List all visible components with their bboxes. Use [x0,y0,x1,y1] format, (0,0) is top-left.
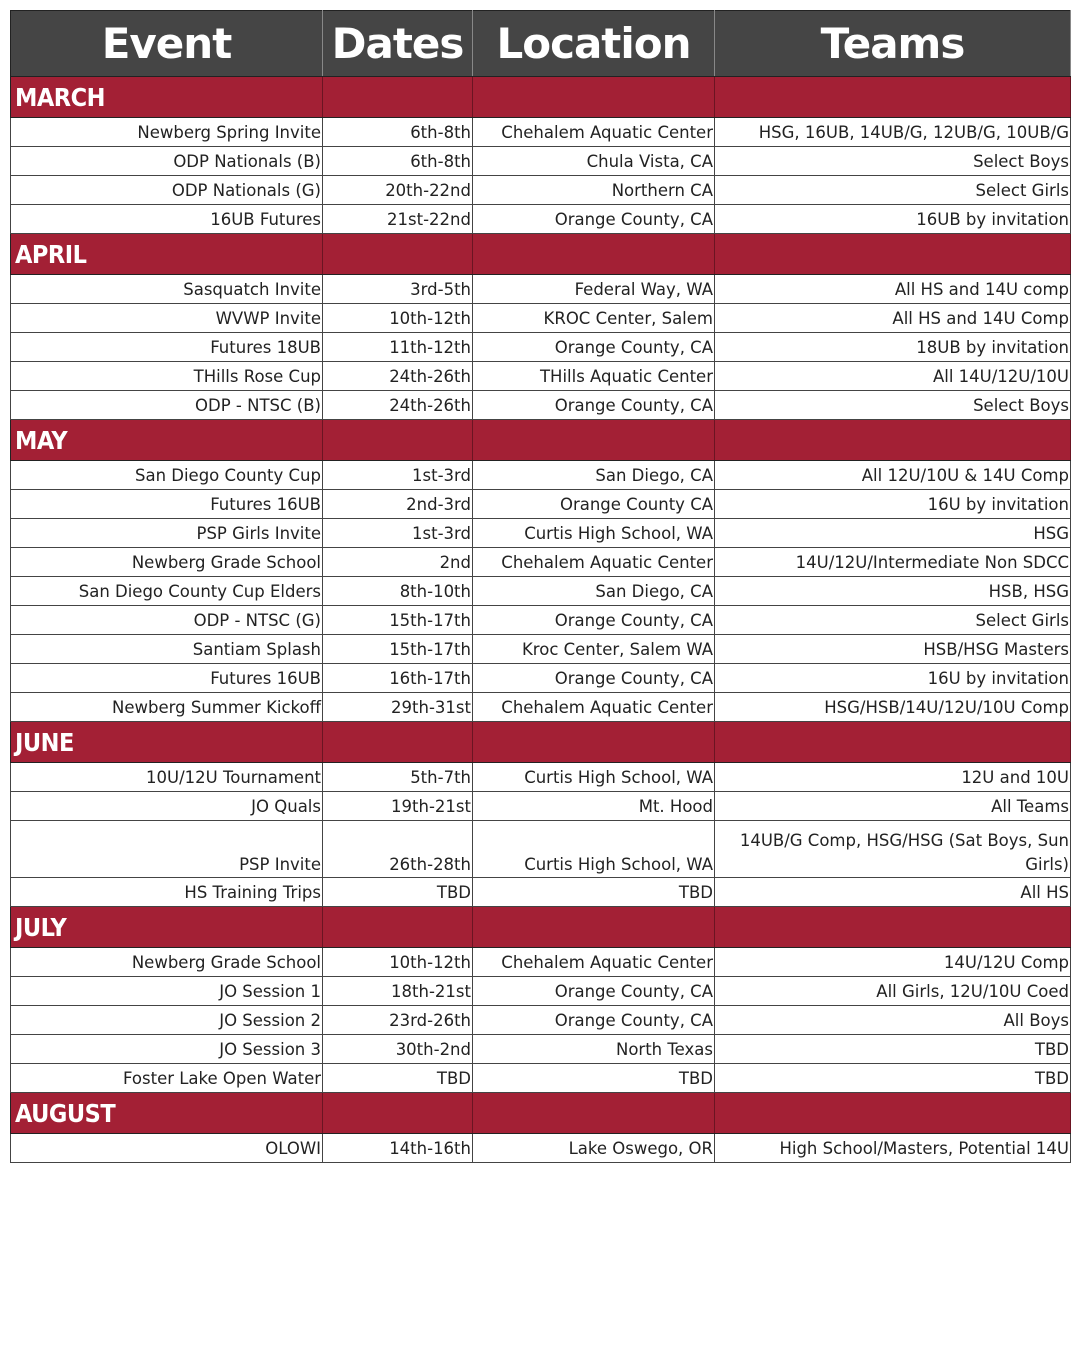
table-row [11,275,1071,304]
teams-cell: HSG [715,519,1071,548]
month-header-cell [473,907,715,948]
table-row [11,763,1071,792]
month-header-cell [323,234,473,275]
month-header-row [11,234,1071,275]
dates-cell: 24th-26th [323,391,473,420]
teams-cell: 16U by invitation [715,490,1071,519]
dates-cell: 2nd-3rd [323,490,473,519]
month-header-cell [473,1093,715,1134]
event-cell: Futures 18UB [11,333,323,362]
teams-cell: HSB, HSG [715,577,1071,606]
event-cell: JO Session 2 [11,1006,323,1035]
teams-cell: All HS [715,878,1071,907]
dates-cell: 26th-28th [323,821,473,878]
dates-cell: 8th-10th [323,577,473,606]
month-label: AUGUST [11,1093,323,1134]
teams-cell: 18UB by invitation [715,333,1071,362]
table-row [11,1064,1071,1093]
dates-cell: TBD [323,1064,473,1093]
month-header-row [11,77,1071,118]
header-location: Location [473,11,715,77]
dates-cell: 3rd-5th [323,275,473,304]
dates-cell: 16th-17th [323,664,473,693]
dates-cell: 1st-3rd [323,519,473,548]
teams-cell: 16UB by invitation [715,205,1071,234]
teams-cell: 12U and 10U [715,763,1071,792]
dates-cell: 11th-12th [323,333,473,362]
table-row [11,606,1071,635]
table-row [11,635,1071,664]
event-cell: 16UB Futures [11,205,323,234]
location-cell: Orange County, CA [473,606,715,635]
table-row [11,948,1071,977]
teams-cell: HSG/HSB/14U/12U/10U Comp [715,693,1071,722]
table-row [11,461,1071,490]
teams-cell: High School/Masters, Potential 14U [715,1134,1071,1163]
header-teams: Teams [715,11,1071,77]
event-cell: Newberg Summer Kickoff [11,693,323,722]
month-header-cell [473,722,715,763]
month-header-row [11,1093,1071,1134]
event-cell: Newberg Grade School [11,548,323,577]
teams-cell: Select Girls [715,606,1071,635]
teams-cell: All 12U/10U & 14U Comp [715,461,1071,490]
table-row [11,548,1071,577]
dates-cell: 15th-17th [323,635,473,664]
month-header-cell [323,420,473,461]
month-header-cell [715,907,1071,948]
teams-cell: Select Girls [715,176,1071,205]
month-header-cell [323,77,473,118]
teams-cell: All Teams [715,792,1071,821]
location-cell: KROC Center, Salem [473,304,715,333]
dates-cell: 21st-22nd [323,205,473,234]
dates-cell: 30th-2nd [323,1035,473,1064]
dates-cell: 29th-31st [323,693,473,722]
location-cell: Kroc Center, Salem WA [473,635,715,664]
table-row [11,821,1071,878]
table-row [11,333,1071,362]
month-header-cell [473,420,715,461]
location-cell: TBD [473,1064,715,1093]
location-cell: Orange County CA [473,490,715,519]
table-row [11,391,1071,420]
month-header-cell [473,234,715,275]
dates-cell: 18th-21st [323,977,473,1006]
event-cell: ODP Nationals (B) [11,147,323,176]
table-row [11,1134,1071,1163]
month-header-cell [323,907,473,948]
dates-cell: 20th-22nd [323,176,473,205]
location-cell: Curtis High School, WA [473,821,715,878]
schedule-table [10,10,1071,1163]
dates-cell: 10th-12th [323,948,473,977]
event-cell: Newberg Grade School [11,948,323,977]
month-label: MAY [11,420,323,461]
event-cell: Newberg Spring Invite [11,118,323,147]
header-row [11,11,1071,77]
event-cell: Santiam Splash [11,635,323,664]
teams-cell: TBD [715,1064,1071,1093]
table-row [11,304,1071,333]
month-header-cell [715,1093,1071,1134]
teams-cell: 16U by invitation [715,664,1071,693]
month-header-row [11,722,1071,763]
table-row [11,147,1071,176]
month-label: APRIL [11,234,323,275]
dates-cell: 5th-7th [323,763,473,792]
location-cell: Orange County, CA [473,977,715,1006]
location-cell: Chula Vista, CA [473,147,715,176]
location-cell: Orange County, CA [473,333,715,362]
event-cell: JO Quals [11,792,323,821]
teams-cell: Select Boys [715,391,1071,420]
month-header-cell [323,1093,473,1134]
event-cell: OLOWI [11,1134,323,1163]
header-dates: Dates [323,11,473,77]
location-cell: Orange County, CA [473,1006,715,1035]
teams-cell: HSG, 16UB, 14UB/G, 12UB/G, 10UB/G [715,118,1071,147]
table-row [11,205,1071,234]
table-row [11,577,1071,606]
teams-cell: All Girls, 12U/10U Coed [715,977,1071,1006]
table-row [11,490,1071,519]
table-row [11,792,1071,821]
teams-cell: All 14U/12U/10U [715,362,1071,391]
table-row [11,1006,1071,1035]
teams-cell: Select Boys [715,147,1071,176]
event-cell: Foster Lake Open Water [11,1064,323,1093]
month-header-cell [715,722,1071,763]
location-cell: Chehalem Aquatic Center [473,548,715,577]
event-cell: JO Session 3 [11,1035,323,1064]
event-cell: Sasquatch Invite [11,275,323,304]
table-row [11,1035,1071,1064]
event-cell: Futures 16UB [11,490,323,519]
location-cell: Lake Oswego, OR [473,1134,715,1163]
table-row [11,977,1071,1006]
location-cell: THills Aquatic Center [473,362,715,391]
location-cell: Northern CA [473,176,715,205]
dates-cell: 23rd-26th [323,1006,473,1035]
dates-cell: 15th-17th [323,606,473,635]
teams-cell: All HS and 14U Comp [715,304,1071,333]
month-header-cell [715,420,1071,461]
location-cell: Orange County, CA [473,391,715,420]
dates-cell: 24th-26th [323,362,473,391]
table-row [11,118,1071,147]
event-cell: PSP Girls Invite [11,519,323,548]
event-cell: HS Training Trips [11,878,323,907]
teams-cell: TBD [715,1035,1071,1064]
dates-cell: 14th-16th [323,1134,473,1163]
location-cell: Orange County, CA [473,205,715,234]
month-header-cell [715,234,1071,275]
month-label: JULY [11,907,323,948]
location-cell: San Diego, CA [473,577,715,606]
teams-cell: All HS and 14U comp [715,275,1071,304]
location-cell: Chehalem Aquatic Center [473,118,715,147]
location-cell: Curtis High School, WA [473,763,715,792]
month-label: JUNE [11,722,323,763]
location-cell: TBD [473,878,715,907]
month-header-cell [323,722,473,763]
teams-cell: 14U/12U/Intermediate Non SDCC [715,548,1071,577]
table-row [11,693,1071,722]
month-header-cell [473,77,715,118]
location-cell: Mt. Hood [473,792,715,821]
location-cell: San Diego, CA [473,461,715,490]
event-cell: THills Rose Cup [11,362,323,391]
table-row [11,664,1071,693]
teams-cell: 14U/12U Comp [715,948,1071,977]
teams-cell: 14UB/G Comp, HSG/HSG (Sat Boys, Sun Girls) [715,821,1071,878]
table-row [11,362,1071,391]
month-header-row [11,907,1071,948]
month-label: MARCH [11,77,323,118]
dates-cell: 6th-8th [323,118,473,147]
dates-cell: 1st-3rd [323,461,473,490]
dates-cell: 19th-21st [323,792,473,821]
month-header-row [11,420,1071,461]
location-cell: Orange County, CA [473,664,715,693]
event-cell: 10U/12U Tournament [11,763,323,792]
table-row [11,878,1071,907]
event-cell: JO Session 1 [11,977,323,1006]
table-row [11,176,1071,205]
dates-cell: TBD [323,878,473,907]
event-cell: ODP - NTSC (B) [11,391,323,420]
event-cell: San Diego County Cup [11,461,323,490]
dates-cell: 6th-8th [323,147,473,176]
schedule-body [11,77,1071,1163]
location-cell: Curtis High School, WA [473,519,715,548]
event-cell: PSP Invite [11,821,323,878]
event-cell: ODP Nationals (G) [11,176,323,205]
teams-cell: All Boys [715,1006,1071,1035]
teams-cell: HSB/HSG Masters [715,635,1071,664]
location-cell: Chehalem Aquatic Center [473,948,715,977]
table-row [11,519,1071,548]
dates-cell: 10th-12th [323,304,473,333]
location-cell: North Texas [473,1035,715,1064]
location-cell: Federal Way, WA [473,275,715,304]
dates-cell: 2nd [323,548,473,577]
event-cell: Futures 16UB [11,664,323,693]
event-cell: San Diego County Cup Elders [11,577,323,606]
event-cell: ODP - NTSC (G) [11,606,323,635]
month-header-cell [715,77,1071,118]
location-cell: Chehalem Aquatic Center [473,693,715,722]
event-cell: WVWP Invite [11,304,323,333]
header-event: Event [11,11,323,77]
